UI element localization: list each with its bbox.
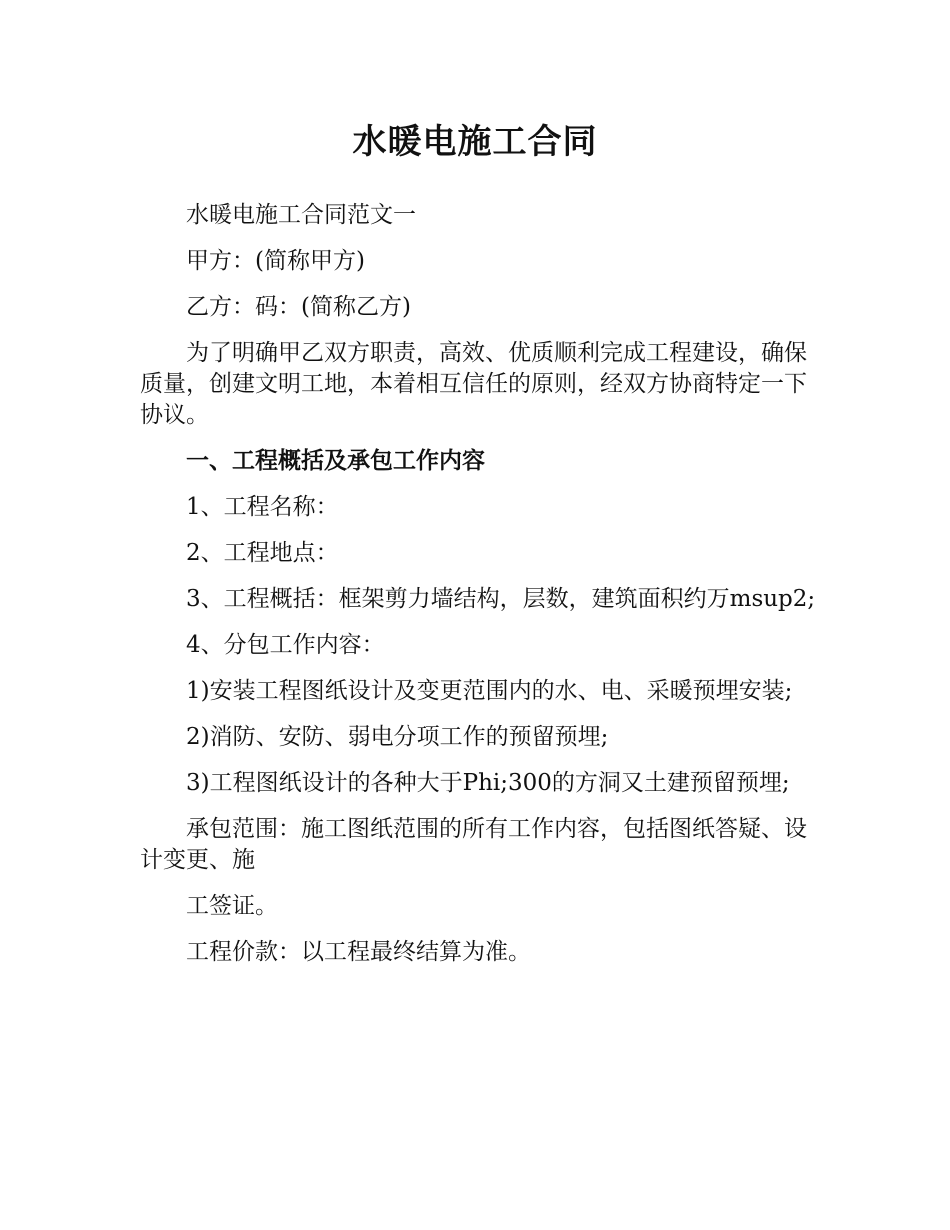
paragraph-item-3: 3)工程图纸设计的各种大于Phi;300的方洞又土建预留预埋; [186,770,790,796]
paragraph-subtitle: 水暖电施工合同范文一 [186,202,416,228]
paragraph-contract-scope: 承包范围：施工图纸范围的所有工作内容，包括图纸答疑、设计变更、施 [140,816,807,873]
paragraph-price: 工程价款：以工程最终结算为准。 [186,939,531,965]
paragraph-subcontract-scope: 4、分包工作内容： [186,632,385,658]
paragraph-party-b: 乙方：码：(简称乙方) [186,294,411,320]
paragraph-party-a: 甲方：(简称甲方) [186,248,365,274]
paragraph-item-2: 2)消防、安防、弱电分项工作的预留预埋; [186,724,609,750]
document-title: 水暖电施工合同 [352,122,598,162]
paragraph-item-1: 1)安装工程图纸设计及变更范围内的水、电、采暖预埋安装; [186,678,793,704]
document-body [140,200,820,983]
paragraph-project-overview: 3、工程概括：框架剪力墙结构，层数，建筑面积约万msup2; [186,586,816,612]
paragraph-project-name: 1、工程名称： [186,494,339,520]
paragraph-project-location: 2、工程地点： [186,540,339,566]
section-heading-1: 一、工程概括及承包工作内容 [186,448,485,474]
paragraph-purpose: 为了明确甲乙双方职责，高效、优质顺利完成工程建设，确保质量，创建文明工地，本着相互信任的原则，经双方协商特定一下协议。 [140,340,807,428]
paragraph-contract-scope-cont: 工签证。 [186,893,278,919]
